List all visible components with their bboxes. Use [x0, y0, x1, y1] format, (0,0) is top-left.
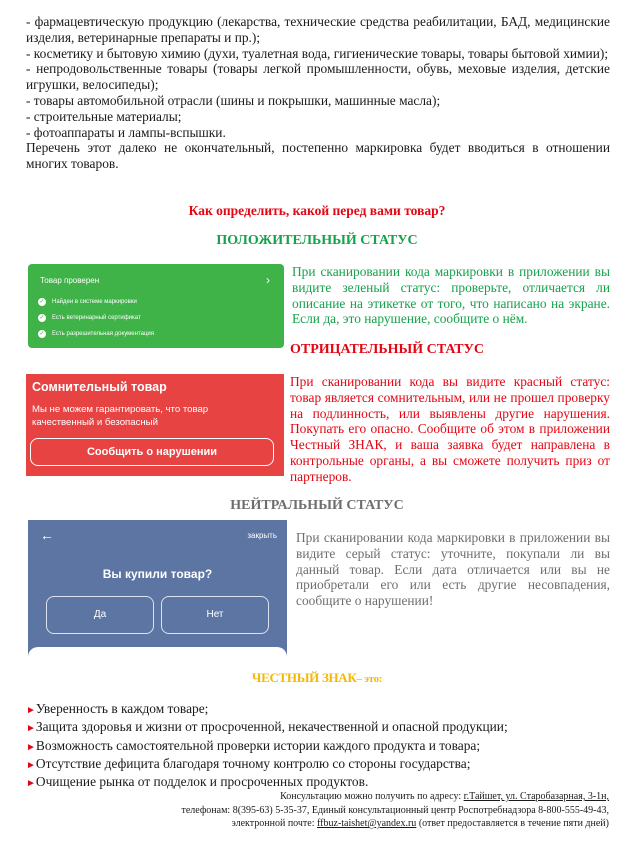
list-item: ►Уверенность в каждом товаре; [26, 701, 209, 716]
znak-title [0, 670, 634, 686]
neutral-status-title: НЕЙТРАЛЬНЫЙ СТАТУС [230, 498, 404, 513]
triangle-bullet-icon: ► [26, 723, 36, 735]
card-title: Товар проверен [40, 276, 100, 285]
triangle-bullet-icon: ► [26, 759, 36, 771]
list-item: ►Защита здоровья и жизни от просроченной, некачественной и опасной продукции; [26, 719, 508, 735]
check-icon: ✓ [39, 315, 45, 321]
close-link[interactable]: закрыть [247, 531, 277, 540]
neutral-status-text: При сканировании кода маркировки в приложении вы видите серый статус: уточните, покупали ли вы данный товар. Если дата отличается или вы не приобретали его или есть другие несовпадения, сообщите о нарушении! [296, 530, 610, 609]
email-link[interactable]: ffbuz-taishet@yandex.ru [317, 818, 417, 829]
back-arrow-icon[interactable]: ← [40, 527, 54, 543]
list-item: ►Возможность самостоятельной проверки истории каждого продукта и товара; [26, 737, 481, 753]
check-row [38, 330, 154, 338]
list-item: ►Отсутствие дефицита благодаря точному контролю со стороны государства; [26, 755, 471, 771]
footer-address: Консультацию можно получить по адресу: г.Тайшет, ул. Старобазарная, 3-1н, [280, 791, 609, 802]
card-title: Вы купили товар? [102, 567, 213, 581]
check-icon: ✓ [39, 299, 45, 305]
card-text: Мы не можем гарантировать, что товар качественный и безопасный [32, 404, 209, 428]
triangle-bullet-icon: ► [26, 741, 36, 753]
list-item: ►Очищение рынка от подделок и просроченных продуктов. [26, 774, 369, 790]
list-item: - фотоаппараты и лампы-вспышки. [26, 124, 226, 140]
no-button[interactable]: Нет [161, 596, 269, 634]
footer-phones: телефонам: 8(395-63) 5-35-37, Единый консультационный центр Роспотребнадзора 8-800-555-49-43, [181, 805, 609, 816]
znak-title-main: ЧЕСТНЫЙ ЗНАК [251, 670, 357, 685]
list-item: - фармацевтическую продукцию (лекарства, технические средства реабилитации, БАД, медицинские изделия, ветеринарные препараты и пр.); [26, 14, 610, 45]
check-row-label: Есть разрешительная документация [52, 331, 154, 337]
negative-status-title: ОТРИЦАТЕЛЬНЫЙ СТАТУС [290, 342, 484, 357]
list-item: - строительные материалы; [26, 108, 182, 124]
list-note: Перечень этот далеко не окончательный, постепенно маркировка будет вводиться в отношении многих товаров. [26, 140, 610, 172]
list-item: - товары автомобильной отрасли (шины и покрышки, машинные масла); [26, 92, 441, 108]
positive-status-text: При сканировании кода маркировки в приложении вы видите зеленый статус: проверьте, отличается ли описание на этикетке от того, что написано на экране. Если да, это нарушение, сообщите о нём. [292, 264, 610, 327]
triangle-bullet-icon: ► [26, 778, 36, 790]
list-item: - косметику и бытовую химию (духи, туалетная вода, гигиенические товары, товары бытовой химии); [26, 45, 609, 61]
list-item: - непродовольственные товары (товары легкой промышленности, обувь, меховые изделия, детские игрушки, велосипеды); [26, 61, 610, 93]
znak-title-suffix: – это: [356, 673, 383, 685]
question-heading: Как определить, какой перед вами товар? [188, 203, 446, 218]
positive-status-title: ПОЛОЖИТЕЛЬНЫЙ СТАТУС [216, 233, 418, 248]
chevron-right-icon: › [266, 273, 270, 287]
address-link[interactable]: г.Тайшет, ул. Старобазарная, 3-1н, [463, 791, 609, 802]
check-row-label: Найден в системе маркировки [52, 299, 137, 305]
green-status-card [28, 264, 284, 348]
yes-button[interactable]: Да [46, 596, 154, 634]
card-title: Сомнительный товар [32, 380, 167, 394]
gray-status-card [28, 520, 287, 657]
triangle-bullet-icon: ► [26, 705, 36, 716]
footer-email: электронной почте: ffbuz-taishet@yandex.ru (ответ предоставляется в течение пяти дней) [231, 818, 609, 829]
benefits-list [26, 701, 616, 792]
bottom-sheet [28, 647, 287, 657]
check-row [38, 298, 137, 306]
check-icon: ✓ [39, 331, 45, 337]
red-status-card [26, 374, 284, 476]
products-list [26, 14, 610, 172]
check-row-label: Есть ветеринарный сертификат [52, 315, 141, 321]
negative-status-text: При сканировании кода вы видите красный статус: товар является сомнительным, или не прошел проверку на подлинность, или выявлены другие нарушения. Покупать его опасно. Сообщите об этом в приложении Честный ЗНАК, и ваша заявка будет направлена в контрольные органы, а вы сможете получить приз от партнеров. [290, 374, 610, 484]
report-violation-button[interactable]: Сообщить о нарушении [30, 438, 274, 466]
check-row [38, 314, 141, 322]
